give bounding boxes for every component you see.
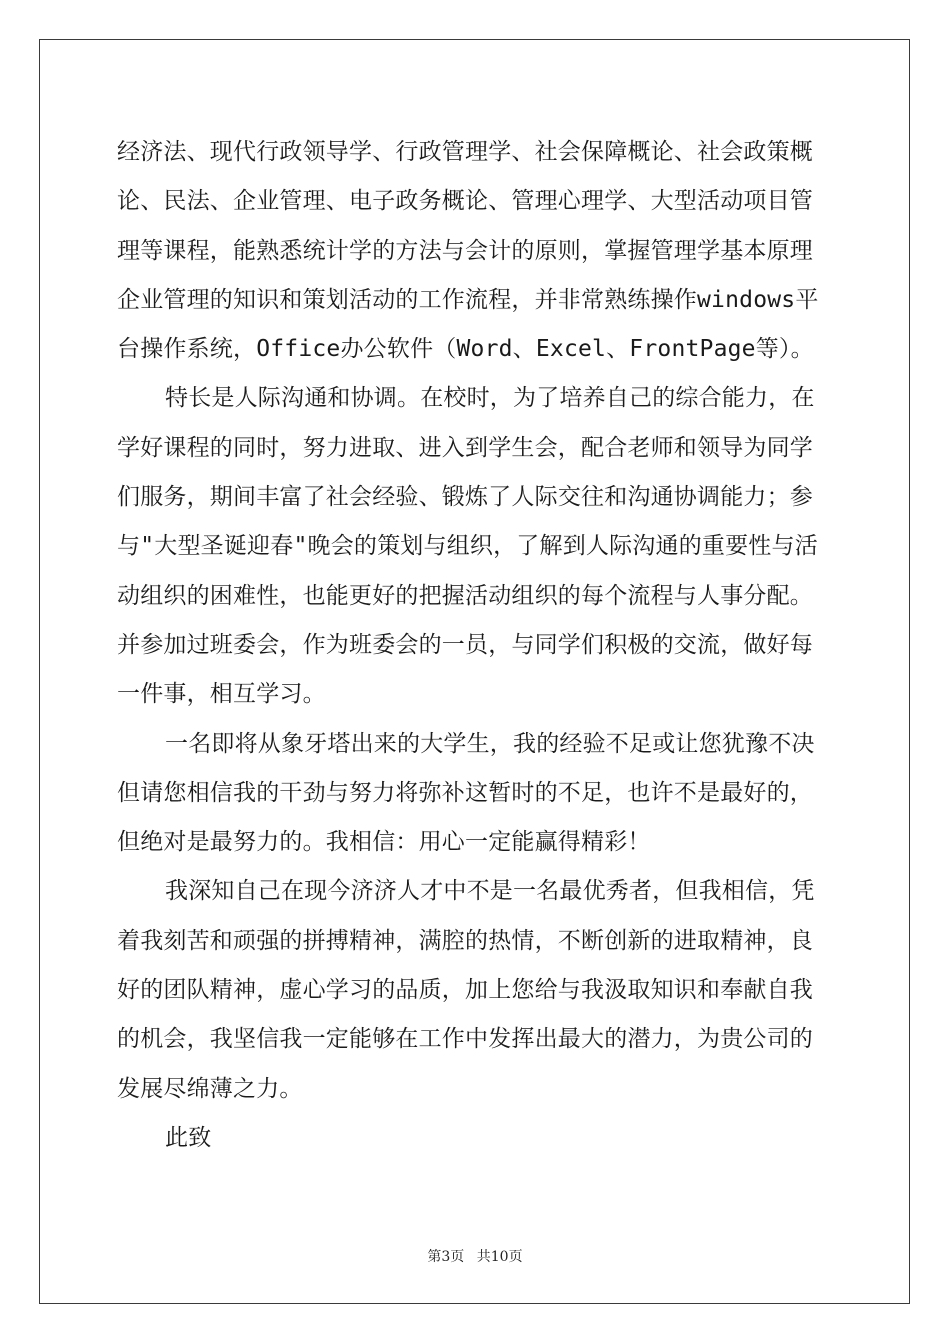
text-line: 经济法、现代行政领导学、行政管理学、社会保障概论、社会政策概 xyxy=(117,139,813,165)
text-line: 但请您相信我的干劲与努力将弥补这暂时的不足，也许不是最好的， xyxy=(117,779,813,806)
page-total: 共10页 xyxy=(476,1249,523,1265)
text-line: 们服务，期间丰富了社会经验、锻炼了人际交往和沟通协调能力；参 xyxy=(117,484,813,511)
text-line: 但绝对是最努力的。我相信：用心一定能赢得精彩！ xyxy=(117,829,651,856)
text-line: 台操作系统，Office办公软件（Word、Excel、FrontPage等）。 xyxy=(117,336,814,363)
paragraph-start-line: 一名即将从象牙塔出来的大学生，我的经验不足或让您犹豫不决 xyxy=(165,730,815,757)
paragraph-start-line: 我深知自己在现今济济人才中不是一名最优秀者，但我相信，凭 xyxy=(165,878,815,905)
document-body xyxy=(117,128,833,1163)
text-line: 好的团队精神，虚心学习的品质，加上您给与我汲取知识和奉献自我 xyxy=(117,977,813,1004)
text-line: 动组织的困难性，也能更好的把握活动组织的每个流程与人事分配。 xyxy=(117,582,813,609)
text-line: 着我刻苦和顽强的拼搏精神，满腔的热情，不断创新的进取精神，良 xyxy=(117,927,813,954)
closing-salutation: 此致 xyxy=(165,1124,212,1151)
page-number: 第3页 xyxy=(427,1249,465,1265)
text-line: 发展尽绵薄之力。 xyxy=(117,1075,303,1102)
text-line: 理等课程，能熟悉统计学的方法与会计的原则，掌握管理学基本原理 xyxy=(117,237,813,264)
text-line: 与"大型圣诞迎春"晚会的策划与组织，了解到人际沟通的重要性与活 xyxy=(117,533,818,560)
page-footer xyxy=(0,1246,950,1266)
text-line: 论、民法、企业管理、电子政务概论、管理心理学、大型活动项目管 xyxy=(117,188,813,215)
text-line: 一件事，相互学习。 xyxy=(117,681,326,708)
text-line: 学好课程的同时，努力进取、进入到学生会，配合老师和领导为同学 xyxy=(117,434,813,461)
text-line: 企业管理的知识和策划活动的工作流程，并非常熟练操作windows平 xyxy=(117,286,819,313)
text-line: 并参加过班委会，作为班委会的一员，与同学们积极的交流，做好每 xyxy=(117,631,813,658)
paragraph-start-line: 特长是人际沟通和协调。在校时，为了培养自己的综合能力，在 xyxy=(165,385,815,412)
text-line: 的机会，我坚信我一定能够在工作中发挥出最大的潜力，为贵公司的 xyxy=(117,1026,813,1053)
